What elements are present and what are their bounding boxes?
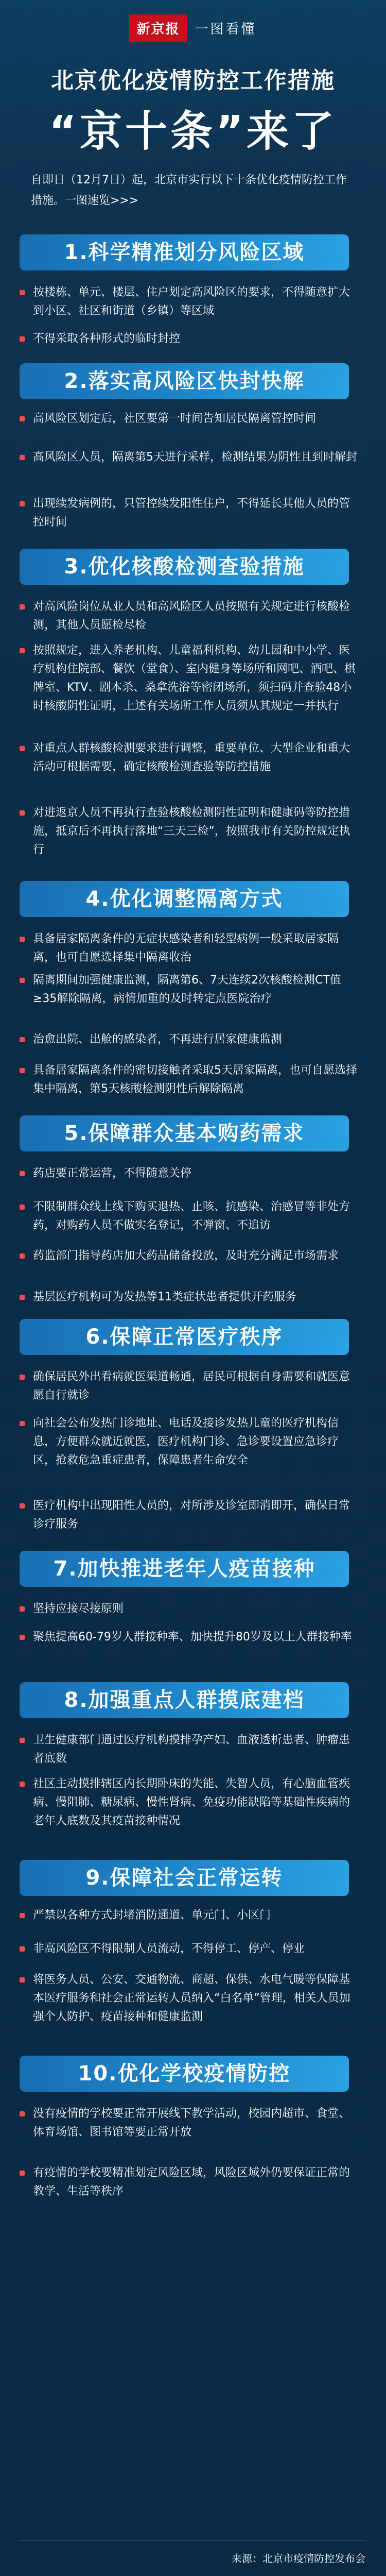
section-1-banner: 1.科学精准划分风险区域 xyxy=(20,234,349,270)
page-title-line2: “京十条”来了 xyxy=(49,107,337,156)
item-text: 对重点人群核酸检测要求进行调整，重要单位、大型企业和重大活动可根据需要，确定核酸检测查验等防控措施 xyxy=(33,742,350,773)
intro-text: 自即日（12月7日）起，北京市实行以下十条优化疫情防控工作措施。一图速览>>> xyxy=(31,174,347,207)
item-text: 非高风险区不得限制人员流动，不得停工、停产、停业 xyxy=(33,1942,305,1955)
item-text: 药监部门指导药店加大药品储备投放，及时充分满足市场需求 xyxy=(33,1249,339,1262)
item-text: 具备居家隔离条件的无症状感染者和轻型病例一般采取居家隔离，也可自愿选择集中隔离收治 xyxy=(33,933,339,964)
item-text: 治愈出院、出舱的感染者，不再进行居家健康监测 xyxy=(33,1033,283,1046)
item-text: 聚焦提高60-79岁人群接种率、加快提升80岁及以上人群接种率 xyxy=(33,1631,352,1643)
bullet-icon xyxy=(20,1946,25,1952)
bullet-icon xyxy=(20,1635,25,1640)
item-text: 按楼栋、单元、楼层、住户划定高风险区的要求，不得随意扩大到小区、社区和街道（乡镇）等区域 xyxy=(33,286,350,317)
item-text: 隔离期间加强健康监测，隔离第6、7天连续2次核酸检测CT值≥35解除隔离，病情加重的及时转定点医院治疗 xyxy=(33,974,341,1005)
bullet-icon xyxy=(20,1295,25,1300)
header xyxy=(0,0,386,156)
item-text: 不限制群众线上线下购买退热、止咳、抗感染、治感冒等非处方药，对购药人员不做实名登记，不弹窗、不追访 xyxy=(33,1200,350,1232)
bullet-icon xyxy=(20,501,25,506)
item-text: 具备居家隔离条件的密切接触者采取5天居家隔离，也可自愿选择集中隔离，第5天核酸检测阴性后解除隔离 xyxy=(33,1064,357,1095)
brand-row xyxy=(0,14,386,45)
bullet-icon xyxy=(20,2111,25,2116)
section-6-banner: 6.保障正常医疗秩序 xyxy=(20,1319,349,1355)
section-4-banner: 4.优化调整隔离方式 xyxy=(20,881,349,917)
bullet-icon xyxy=(20,746,25,751)
bullet-icon xyxy=(20,1606,25,1612)
bullet-icon xyxy=(20,1421,25,1426)
bullet-icon xyxy=(20,416,25,421)
item-text: 不得采取各种形式的临时封控 xyxy=(33,332,181,345)
item-text: 社区主动摸排辖区内长期卧床的失能、失智人员，有心脑血管疾病、慢阻肺、糖尿病、慢性肾病、免疫功能缺陷等基础性疾病的老年人底数及其疫苗接种情况 xyxy=(33,1777,350,1827)
item-text: 确保居民外出看病就医渠道畅通，居民可根据自身需要和就医意愿自行就诊 xyxy=(33,1370,350,1402)
bullet-icon xyxy=(20,1068,25,1073)
item-text: 严禁以各种方式封堵消防通道、单元门、小区门 xyxy=(33,1909,271,1922)
bullet-icon xyxy=(20,455,25,460)
item-text: 药店要正常运营，不得随意关停 xyxy=(33,1167,192,1180)
item-text: 坚持应接尽接原则 xyxy=(33,1602,124,1615)
bullet-icon xyxy=(20,604,25,609)
bullet-icon xyxy=(20,1738,25,1743)
bullet-icon xyxy=(20,648,25,653)
bullet-icon xyxy=(20,1205,25,1210)
bullet-icon xyxy=(20,1782,25,1787)
bullet-icon xyxy=(20,937,25,942)
item-text: 有疫情的学校要精准划定风险区域，风险区域外仍要保证正常的教学、生活等秩序 xyxy=(33,2166,350,2198)
bullet-icon xyxy=(20,1977,25,1982)
item-text: 对进返京人员不再执行查验核酸检测阴性证明和健康码等防控措施，抵京后不再执行落地“三天三检”，按照我市有关防控规定执行 xyxy=(33,806,350,856)
section-3-banner: 3.优化核酸检测查验措施 xyxy=(20,549,349,585)
item-text: 向社会公布发热门诊地址、电话及接诊发热儿童的医疗机构信息，方便群众就近就医，医疗机构门诊、急诊要设置应急诊疗区，抢救危急重症患者，保障患者生命安全 xyxy=(33,1417,339,1467)
section-5-banner: 5.保障群众基本购药需求 xyxy=(20,1115,349,1151)
bullet-icon xyxy=(20,2171,25,2176)
bullet-icon xyxy=(20,810,25,816)
item-text: 按照规定，进入养老机构、儿童福利机构、幼儿园和中小学、医疗机构住院部、餐饮（堂食）、室内健身等场所和网吧、酒吧、棋牌室、KTV、剧本杀、桑拿洗浴等密闭场所，须扫码并查验48小时核酸阴性证明，上述有关场所工作人员须从其规定一并执行 xyxy=(33,644,356,713)
section-8-banner: 8.加强重点人群摸底建档 xyxy=(20,1682,349,1718)
item-text: 卫生健康部门通过医疗机构摸排孕产妇、血液透析患者、肿瘤患者底数 xyxy=(33,1734,350,1765)
item-text: 将医务人员、公安、交通物流、商超、保供、水电气暖等保障基本医疗服务和社会正常运转人员纳入“白名单”管理，相关人员加强个人防护、疫苗接种和健康监测 xyxy=(33,1973,350,2023)
item-text: 对高风险岗位从业人员和高风险区人员按照有关规定进行核酸检测，其他人员愿检尽检 xyxy=(33,600,350,632)
item-text: 高风险区人员，隔离第5天进行采样，检测结果为阴性且到时解封 xyxy=(33,451,357,464)
bullet-icon xyxy=(20,1913,25,1918)
section-9-banner: 9.保障社会正常运转 xyxy=(20,1860,349,1896)
section-7-banner: 7.加快推进老年人疫苗接种 xyxy=(20,1551,349,1587)
section-2-banner: 2.落实高风险区快封快解 xyxy=(20,363,349,399)
page-title-line1: 北京优化疫情防控工作措施 xyxy=(51,67,335,94)
brand-subtitle: 一图看懂 xyxy=(195,22,257,37)
bullet-icon xyxy=(20,978,25,983)
bullet-icon xyxy=(20,1503,25,1509)
item-text: 高风险区划定后，社区要第一时间告知居民隔离管控时间 xyxy=(33,412,317,425)
bullet-icon xyxy=(20,1037,25,1042)
bullet-icon xyxy=(20,1375,25,1380)
bullet-icon xyxy=(20,1171,25,1176)
item-text: 基层医疗机构可为发热等11类症状患者提供开药服务 xyxy=(33,1291,296,1303)
bullet-icon xyxy=(20,336,25,342)
bullet-icon xyxy=(20,290,25,295)
bullet-icon xyxy=(20,1253,25,1259)
footer-source: 来源：北京市疫情防控发布会 xyxy=(232,2552,365,2565)
item-text: 医疗机构中出现阳性人员的，对所涉及诊室即消即开，确保日常诊疗服务 xyxy=(33,1499,350,1531)
section-10-banner: 10.优化学校疫情防控 xyxy=(20,2056,349,2092)
item-text: 没有疫情的学校要正常开展线下教学活动，校园内超市、食堂、体育场馆、图书馆等要正常开放 xyxy=(33,2107,350,2139)
brand-logo: 新京报 xyxy=(129,14,187,42)
item-text: 出现续发病例的，只管控续发阳性住户，不得延长其他人员的管控时间 xyxy=(33,497,350,529)
